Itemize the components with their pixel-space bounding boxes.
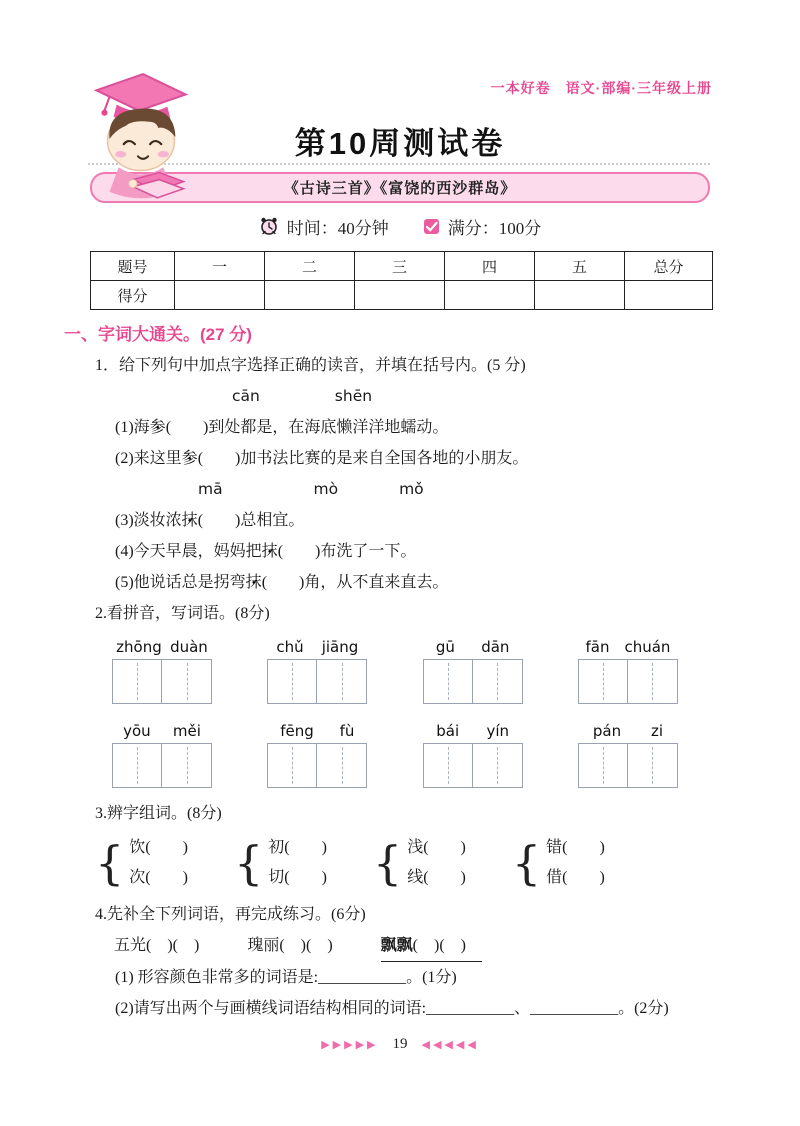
writing-grid-unit [423, 717, 523, 788]
time-score-row [0, 212, 800, 240]
writing-grid-cell [162, 659, 212, 704]
pinyin-syllable: pán [592, 722, 622, 740]
fill-word-row [114, 930, 744, 962]
pair-word: 切( ) [268, 869, 327, 886]
page-number: 19 [392, 1036, 408, 1052]
pinyin-label [423, 717, 523, 743]
writing-boxes [267, 659, 367, 704]
question-stem-3: 3.辨字组词。(8分) [95, 805, 222, 822]
writing-grid-cell [423, 659, 473, 704]
pinyin-syllable: fēng [280, 722, 314, 740]
pinyin-label [267, 717, 367, 743]
score-entry-cell [355, 281, 445, 310]
pair-word: 借( ) [546, 869, 605, 886]
pinyin-option: cān [232, 387, 260, 405]
pinyin-label [578, 633, 678, 659]
brace-group [234, 833, 327, 893]
time-label: 时间：40分钟 [286, 218, 389, 238]
brace-group [512, 833, 605, 893]
score-entry-cell [535, 281, 625, 310]
writing-grid-unit [423, 633, 523, 704]
writing-boxes [423, 743, 523, 788]
pinyin-syllable: yín [486, 722, 509, 740]
item-text: (3)淡妆浓 [115, 512, 182, 529]
item-text: ( )布洗了一下。 [277, 543, 417, 560]
score-entry-cell [445, 281, 535, 310]
pair-word: { 错( ) [546, 839, 605, 856]
pinyin-syllable: chuán [624, 638, 671, 656]
item-text: ( )总相宜。 [197, 512, 305, 529]
page-footer [0, 1036, 800, 1053]
writing-boxes [112, 743, 212, 788]
dotted-character: 参 ● [182, 450, 198, 467]
question-item-2 [115, 443, 744, 474]
dotted-character: 抹 ● [246, 574, 262, 591]
item-text: (4)今天早晨，妈妈把 [115, 543, 262, 560]
pair-word: 次( ) [129, 869, 188, 886]
pair-word: { 初( ) [268, 839, 327, 856]
writing-grid-unit [578, 717, 678, 788]
fill-word: 五光( )( ) [114, 937, 200, 954]
writing-grid-cell [578, 659, 628, 704]
fill-word-rest: ( )( ) [412, 937, 466, 954]
pinyin-syllable: zi [651, 722, 664, 740]
section-heading: 一、字词大通关。(27 分) [64, 325, 252, 344]
writing-grid-cell [628, 743, 678, 788]
score-entry-cell [625, 281, 713, 310]
writing-boxes [423, 659, 523, 704]
unit-banner: 《古诗三首》《富饶的西沙群岛》 [90, 172, 710, 203]
mascot-student-illustration [76, 64, 208, 208]
pair-word: { 浅( ) [407, 839, 466, 856]
pinyin-syllable: měi [172, 722, 201, 740]
score-row-label-cell: 得分 [91, 281, 175, 310]
item-text: ( )到处都是，在海底懒洋洋地蠕动。 [165, 419, 449, 436]
score-table-header-cell: 四 [445, 252, 535, 281]
score-table-header-cell: 题号 [91, 252, 175, 281]
dotted-character: 抹 ● [262, 543, 278, 560]
question-item-4 [115, 536, 744, 567]
writing-grid-unit [267, 633, 367, 704]
question-stem-4: 4.先补全下列词语，再完成练习。(6分) [95, 906, 366, 923]
question-stem-1: 1．给下列句中加点字选择正确的读音，并填在括号内。(5 分) [95, 357, 526, 374]
score-table-header-cell: 五 [535, 252, 625, 281]
checkbox-icon [423, 218, 440, 235]
pinyin-option: shēn [334, 387, 373, 405]
brace-group [95, 833, 188, 893]
pinyin-options-row-1 [64, 381, 744, 412]
item-text: (2)来这里 [115, 450, 182, 467]
score-table-header-cell: 一 [175, 252, 265, 281]
pinyin-options-row-2 [64, 474, 744, 505]
writing-grid-cell [267, 659, 317, 704]
writing-grid-unit [112, 717, 212, 788]
writing-grid-cell [473, 743, 523, 788]
score-entry-cell [265, 281, 355, 310]
score-table-header-cell: 三 [355, 252, 445, 281]
writing-grid-unit [578, 633, 678, 704]
pinyin-label [578, 717, 678, 743]
writing-grid-cell [628, 659, 678, 704]
pair-word: { 饮( ) [129, 839, 188, 856]
dotted-character: 参 ● [150, 419, 166, 436]
edition-header: 一本好卷 语文·部编·三年级上册 [490, 80, 712, 96]
pair-word: 线( ) [407, 869, 466, 886]
writing-boxes [578, 743, 678, 788]
pinyin-option: mǒ [399, 480, 424, 498]
writing-boxes [112, 659, 212, 704]
writing-grid-cell [162, 743, 212, 788]
writing-grid-cell [317, 743, 367, 788]
footer-arrows-left-icon: ▶▶▶▶▶ [321, 1038, 379, 1051]
writing-boxes [267, 743, 367, 788]
score-table-score-row [91, 281, 713, 310]
writing-grid-unit [112, 633, 212, 704]
pinyin-syllable: duàn [170, 638, 208, 656]
pinyin-syllable: zhōng [116, 638, 162, 656]
writing-grid-unit [267, 717, 367, 788]
brace-group [373, 833, 466, 893]
pinyin-syllable: yōu [123, 722, 151, 740]
sub-question-2: (2)请写出两个与画横线词语结构相同的词语:___________、___________。(2分) [115, 1000, 669, 1017]
pinyin-writing-row-1 [112, 633, 678, 704]
score-entry-cell [175, 281, 265, 310]
question-stem-2: 2.看拼音，写词语。(8分) [95, 605, 270, 622]
writing-grid-cell [473, 659, 523, 704]
writing-boxes [578, 659, 678, 704]
score-table [90, 251, 713, 310]
dotted-character: 抹 ● [182, 512, 198, 529]
pinyin-label [112, 633, 212, 659]
writing-grid-cell [317, 659, 367, 704]
fill-word: 瑰丽( )( ) [247, 937, 333, 954]
writing-grid-cell [112, 743, 162, 788]
fill-word-underlined [381, 930, 482, 962]
pinyin-label [423, 633, 523, 659]
pinyin-writing-row-2 [112, 717, 678, 788]
question-item-3 [115, 505, 744, 536]
pinyin-label [112, 717, 212, 743]
pinyin-option: mò [313, 480, 339, 498]
test-content [64, 320, 744, 1024]
question-item-1 [115, 412, 744, 443]
sub-question-1: (1) 形容颜色非常多的词语是:___________。(1分) [115, 969, 457, 986]
item-text: (5)他说话总是拐弯 [115, 574, 246, 591]
character-pair-row [95, 833, 744, 893]
score-table-header-cell: 二 [265, 252, 355, 281]
pinyin-option: mā [198, 480, 223, 498]
writing-grid-cell [578, 743, 628, 788]
pinyin-syllable: fān [585, 638, 610, 656]
page-title: 第10周测试卷 [294, 126, 506, 161]
score-table-header-row [91, 252, 713, 281]
footer-arrows-right-icon: ◀◀◀◀◀ [421, 1038, 479, 1051]
fill-word-bold-part: 飘飘 [380, 937, 413, 954]
writing-grid-cell [112, 659, 162, 704]
clock-icon [259, 216, 279, 236]
writing-grid-cell [423, 743, 473, 788]
pinyin-syllable: jiāng [321, 638, 359, 656]
pinyin-syllable: bái [436, 722, 460, 740]
writing-grid-cell [267, 743, 317, 788]
pinyin-syllable: dān [481, 638, 510, 656]
item-text: (1)海 [115, 419, 150, 436]
pinyin-syllable: fù [339, 722, 355, 740]
score-table-header-cell: 总分 [625, 252, 713, 281]
pinyin-syllable: chǔ [276, 638, 304, 656]
item-text: ( )加书法比赛的是来自全国各地的小朋友。 [197, 450, 529, 467]
pinyin-syllable: gū [435, 638, 455, 656]
full-score-label: 满分：100分 [447, 218, 542, 238]
pinyin-label [267, 633, 367, 659]
question-item-5 [115, 567, 744, 598]
item-text: ( )角，从不直来直去。 [261, 574, 449, 591]
